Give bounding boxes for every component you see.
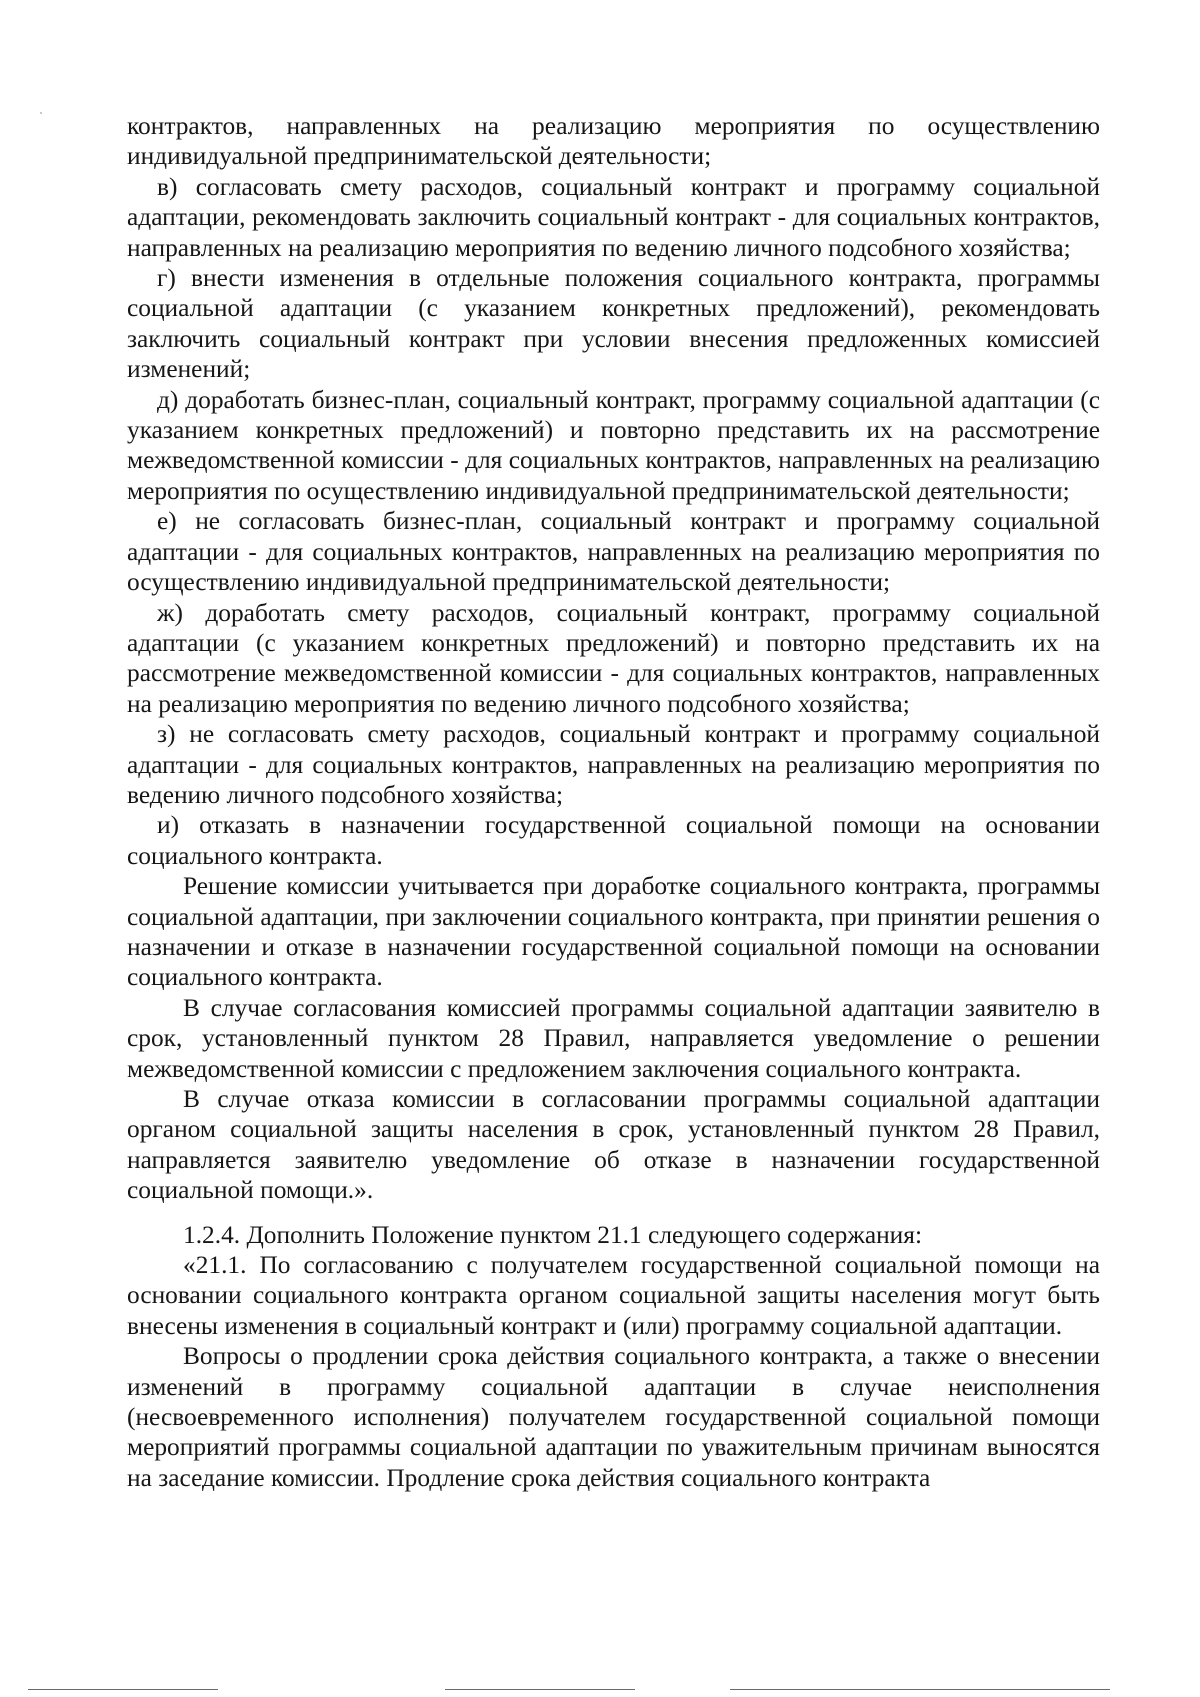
list-item-g: г) внести изменения в отдельные положения социального контракта, программы социальной адаптации (с указанием конкретных предложений), рекомендовать заключить социальный контракт при условии внесения предложенных комиссией изменений; bbox=[127, 264, 1100, 384]
list-item-e: е) не согласовать бизнес-план, социальный контракт и программу социальной адаптации - для социальных контрактов, направленных на реализацию мероприятия по осуществлению индивидуальной предпринимательской деятельности; bbox=[127, 507, 1100, 597]
scan-border-line bbox=[445, 1689, 635, 1690]
list-item-z: з) не согласовать смету расходов, социальный контракт и программу социальной адаптации - для социальных контрактов, направленных на реализацию мероприятия по ведению личного подсобного хозяйства; bbox=[127, 720, 1100, 809]
paragraph-approval-case: В случае согласования комиссией программы социальной адаптации заявителю в срок, установленный пунктом 28 Правил, направляется уведомление о решении межведомственной комиссии с предложением заключения социального контракта. bbox=[127, 993, 1100, 1083]
list-item-d: д) доработать бизнес-план, социальный контракт, программу социальной адаптации (с указанием конкретных предложений) и повторно представить их на рассмотрение межведомственной комиссии - для социальных контрактов, направленных на реализацию мероприятия по осуществлению индивидуальной предпринимательской деятельности; bbox=[127, 385, 1100, 505]
paragraph-continuation: контрактов, направленных на реализацию мероприятия по осуществлению индивидуальной предпринимательской деятельности; bbox=[127, 112, 1100, 171]
scan-border-line bbox=[730, 1689, 1110, 1690]
list-item-i: и) отказать в назначении государственной социальной помощи на основании социального контракта. bbox=[127, 811, 1100, 870]
document-body bbox=[127, 111, 1100, 1493]
paragraph-extension: Вопросы о продлении срока действия социального контракта, а также о внесении изменений в программу социальной адаптации в случае неисполнения (несвоевременного исполнения) получателем государственной социальной помощи мероприятий программы социальной адаптации по уважительным причинам выносятся на заседание комиссии. Продление срока действия социального контракта bbox=[127, 1342, 1100, 1492]
paragraph-decision: Решение комиссии учитывается при доработке социального контракта, программы социальной адаптации, при заключении социального контракта, при принятии решения о назначении и отказе в назначении государственной социальной помощи на основании социального контракта. bbox=[127, 872, 1100, 992]
paragraph-refusal-case: В случае отказа комиссии в согласовании программы социальной адаптации органом социальной защиты населения в срок, установленный пунктом 28 Правил, направляется заявителю уведомление об отказе в назначении государственной социальной помощи.». bbox=[127, 1085, 1100, 1205]
list-item-v: в) согласовать смету расходов, социальный контракт и программу социальной адаптации, рекомендовать заключить социальный контракт - для социальных контрактов, направленных на реализацию мероприятия по ведению личного подсобного хозяйства; bbox=[127, 172, 1100, 262]
paragraph-clause-1-2-4: 1.2.4. Дополнить Положение пунктом 21.1 следующего содержания: bbox=[183, 1220, 922, 1249]
paragraph-clause-21-1: «21.1. По согласованию с получателем государственной социальной помощи на основании социального контракта органом социальной защиты населения могут быть внесены изменения в социальный контракт и (или) программу социальной адаптации. bbox=[127, 1251, 1100, 1340]
scan-speck bbox=[40, 112, 42, 114]
list-item-zh: ж) доработать смету расходов, социальный контракт, программу социальной адаптации (с указанием конкретных предложений) и повторно представить их на рассмотрение межведомственной комиссии - для социальных контрактов, направленных на реализацию мероприятия по ведению личного подсобного хозяйства; bbox=[127, 598, 1100, 718]
scan-border-line bbox=[28, 1689, 218, 1690]
